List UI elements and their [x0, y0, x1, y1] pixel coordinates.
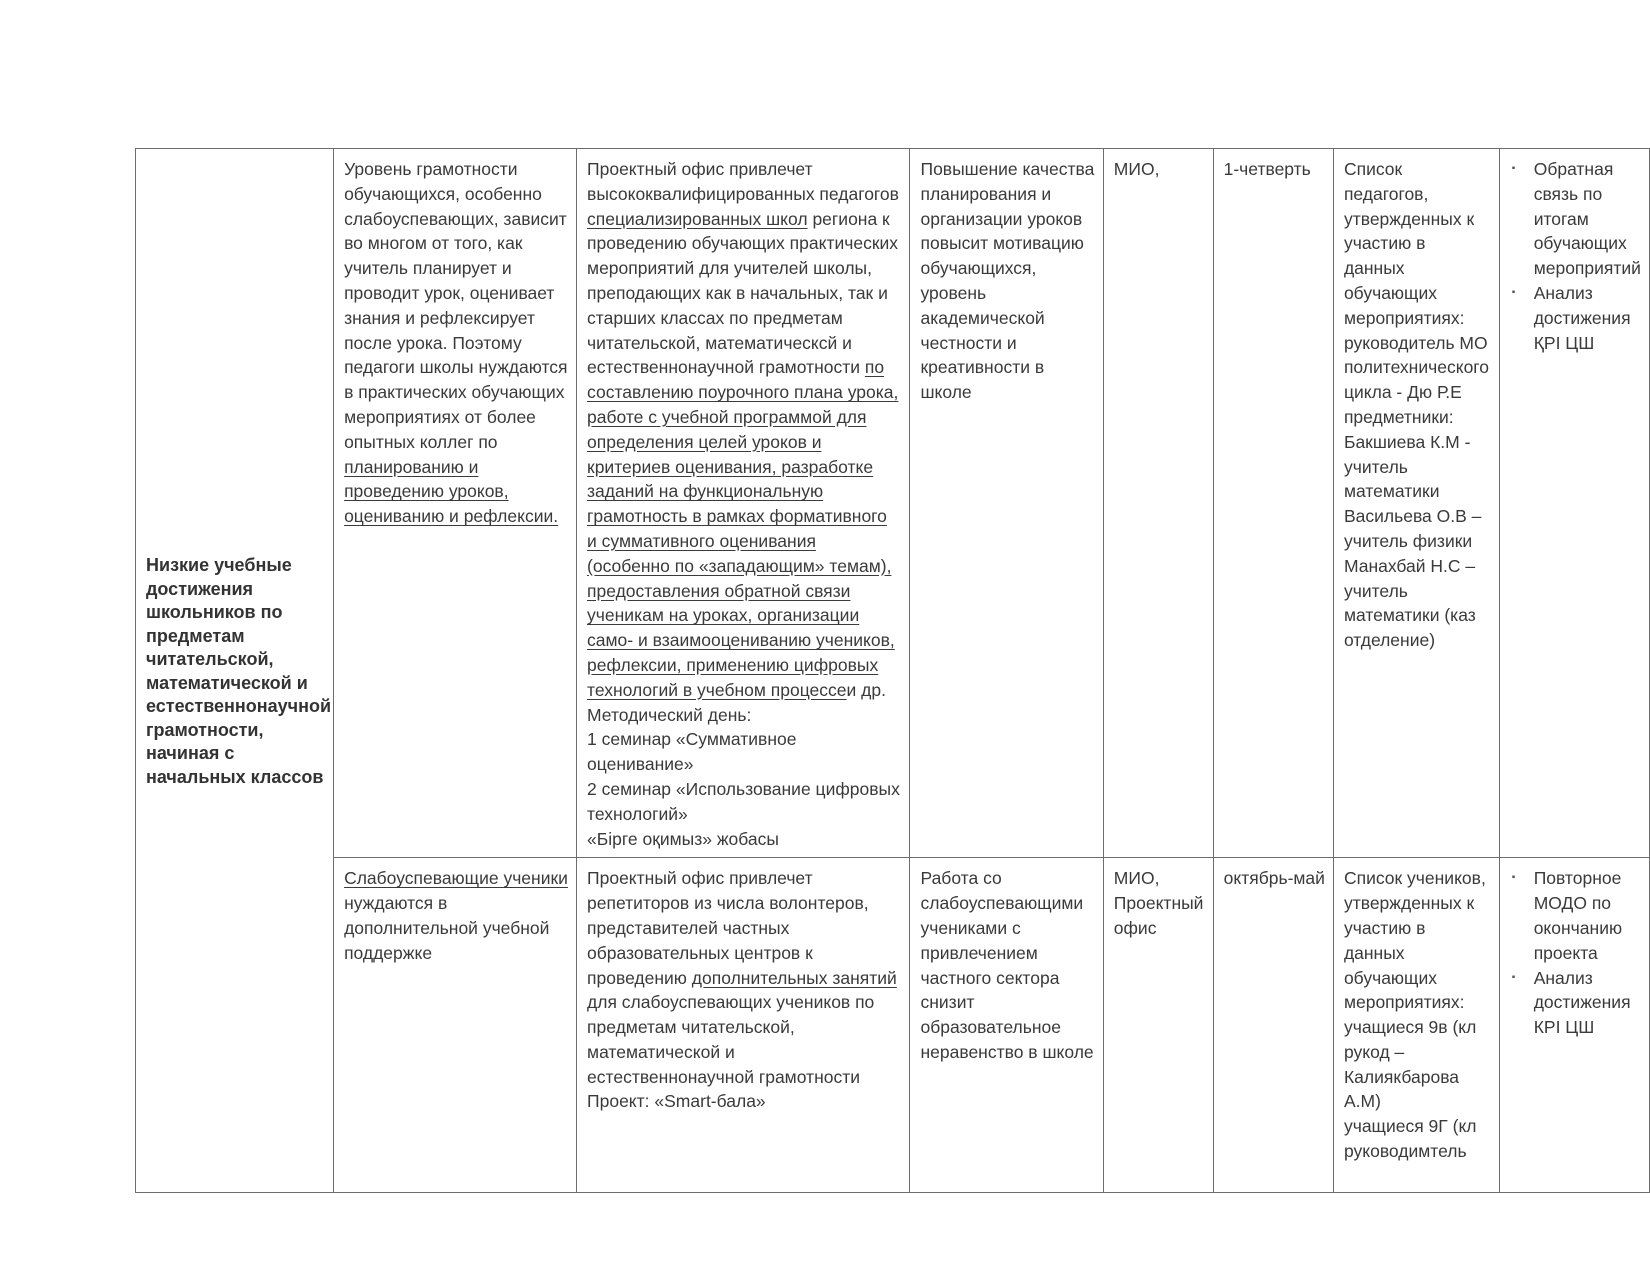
- responsible-cell: [1103, 858, 1213, 1193]
- problem-text: Низкие учебные достижения школьников по предметам читательской, математической и естественнонаучной грамотности, начиная с начальных классов: [146, 555, 332, 787]
- text-line: Методический день:: [587, 704, 752, 725]
- text-line: предметники:: [1343, 406, 1454, 427]
- bullet-item: ▪ Обратная связь по итогам обучающих мероприятий: [1534, 157, 1641, 281]
- text-line: Бакшиева К.М - учитель математики: [1343, 431, 1471, 502]
- text-segment: региона к проведению обучающих практических мероприятий для учителей школы, преподающих как в начальных, так и старших классах по предметам читательской, математическсй и естественнонаучной грамотности: [587, 208, 899, 378]
- participants-cell: [1333, 858, 1499, 1193]
- underlined-text: по составлению поурочного плана урока, работе с учебной программой для определения целей уроков и критериев оценивания, разработке заданий на функциональную грамотность в рамках формативного и суммативного оценивания (особенно по «западающим» темам), предоставления обратной связи ученикам на уроках, организации само- и взаимооцениванию учеников, рефлексии, применению цифровых технологий в учебном процессе: [587, 357, 899, 700]
- problem-cell: [136, 149, 334, 1193]
- monitoring-list: [1510, 157, 1641, 355]
- cause-text: [344, 868, 568, 962]
- text-line: Васильева О.В – учитель физики: [1343, 506, 1482, 551]
- participants-text: [1344, 866, 1491, 1164]
- underlined-text: планированию и проведению уроков, оцениванию и рефлексии.: [344, 456, 559, 527]
- activity-extra: [587, 1089, 901, 1114]
- text-segment: Проектный офис привлечет высококвалифицированных педагогов: [587, 159, 899, 204]
- text-line: учащиеся 9Г (кл руководимтель: [1343, 1116, 1477, 1162]
- table-row: [136, 149, 1650, 858]
- activity-extra: [587, 703, 901, 852]
- text-line: Список учеников, утвержденных к участию в данных обучающих мероприятиях:: [1343, 868, 1486, 1013]
- responsible-text: МИО, Проектный офис: [1113, 868, 1204, 938]
- period-cell: [1213, 149, 1333, 858]
- text-segment: нуждаются в дополнительной учебной поддержке: [344, 893, 550, 963]
- bullet-item: ▪ Анализ достижения КРІ ЦШ: [1534, 966, 1641, 1040]
- period-text: октябрь-май: [1223, 868, 1325, 889]
- cause-text: [344, 159, 567, 526]
- text-segment: для слабоуспевающих учеников по предметам читательской, математической и естественнонаучной грамотности: [587, 992, 875, 1087]
- bullet-item: ▪ Повторное МОДО по окончанию проекта: [1534, 866, 1641, 965]
- responsible-text: МИО,: [1113, 159, 1160, 179]
- text-segment: Уровень грамотности обучающихся, особенно слабоуспевающих, зависит во многом от того, как учитель планирует и проводит урок, оценивает знания и рефлексирует после урока. Поэтому педагоги школы нуждаются в практических обучающих мероприятиях от более опытных коллег по: [344, 159, 568, 452]
- cause-cell: [334, 858, 577, 1193]
- monitoring-cell: [1499, 858, 1649, 1193]
- monitoring-cell: [1499, 149, 1649, 858]
- text-line: «Бірге оқимыз» жобасы: [587, 828, 779, 849]
- action-plan-table: [135, 148, 1650, 1193]
- bullet-item: ▪ Анализ достижения ҚРІ ЦШ: [1534, 281, 1641, 355]
- period-cell: [1213, 858, 1333, 1193]
- monitoring-list: [1510, 866, 1641, 1040]
- activity-cell: [577, 858, 910, 1193]
- expected-result-text: Работа со слабоуспевающими учениками с привлечением частного сектора снизит образовательное неравенство в школе: [920, 868, 1094, 1062]
- period-text: 1-четверть: [1223, 159, 1311, 179]
- text-line: Манахбай Н.С – учитель математики (каз отделение): [1343, 555, 1476, 651]
- underlined-text: дополнительных занятий: [691, 967, 897, 988]
- text-line: учащиеся 9в (кл рукод – Калиякбарова А.М): [1343, 1017, 1477, 1112]
- expected-result-text: Повышение качества планирования и организации уроков повысит мотивацию обучающихся, уровень академической честности и креативности в школе: [920, 159, 1095, 403]
- text-segment: Проектный офис привлечет репетиторов из числа волонтеров, представителей частных образовательных центров к проведению: [587, 868, 869, 988]
- table-row: [136, 858, 1650, 1193]
- participants-cell: [1333, 149, 1499, 858]
- text-line: Список педагогов, утвержденных к участию в данных обучающих мероприятиях:: [1343, 159, 1475, 328]
- text-line: руководитель МО политехнического цикла - Дю Р.Е: [1343, 332, 1490, 403]
- text-line: Проект: «Smart-бала»: [587, 1091, 766, 1112]
- expected-result-cell: [910, 149, 1103, 858]
- text-line: 1 семинар «Суммативное оценивание»: [587, 729, 797, 775]
- underlined-text: специализированных школ: [587, 208, 808, 229]
- cause-cell: [334, 149, 577, 858]
- activity-cell: [577, 149, 910, 858]
- participants-text: [1344, 157, 1491, 653]
- activity-text: [587, 159, 899, 700]
- underlined-text: Слабоуспевающие ученики: [344, 868, 568, 889]
- activity-text: [587, 868, 897, 1086]
- responsible-cell: [1103, 149, 1213, 858]
- text-segment: и др.: [846, 679, 886, 700]
- expected-result-cell: [910, 858, 1103, 1193]
- text-line: 2 семинар «Использование цифровых технологий»: [587, 778, 900, 824]
